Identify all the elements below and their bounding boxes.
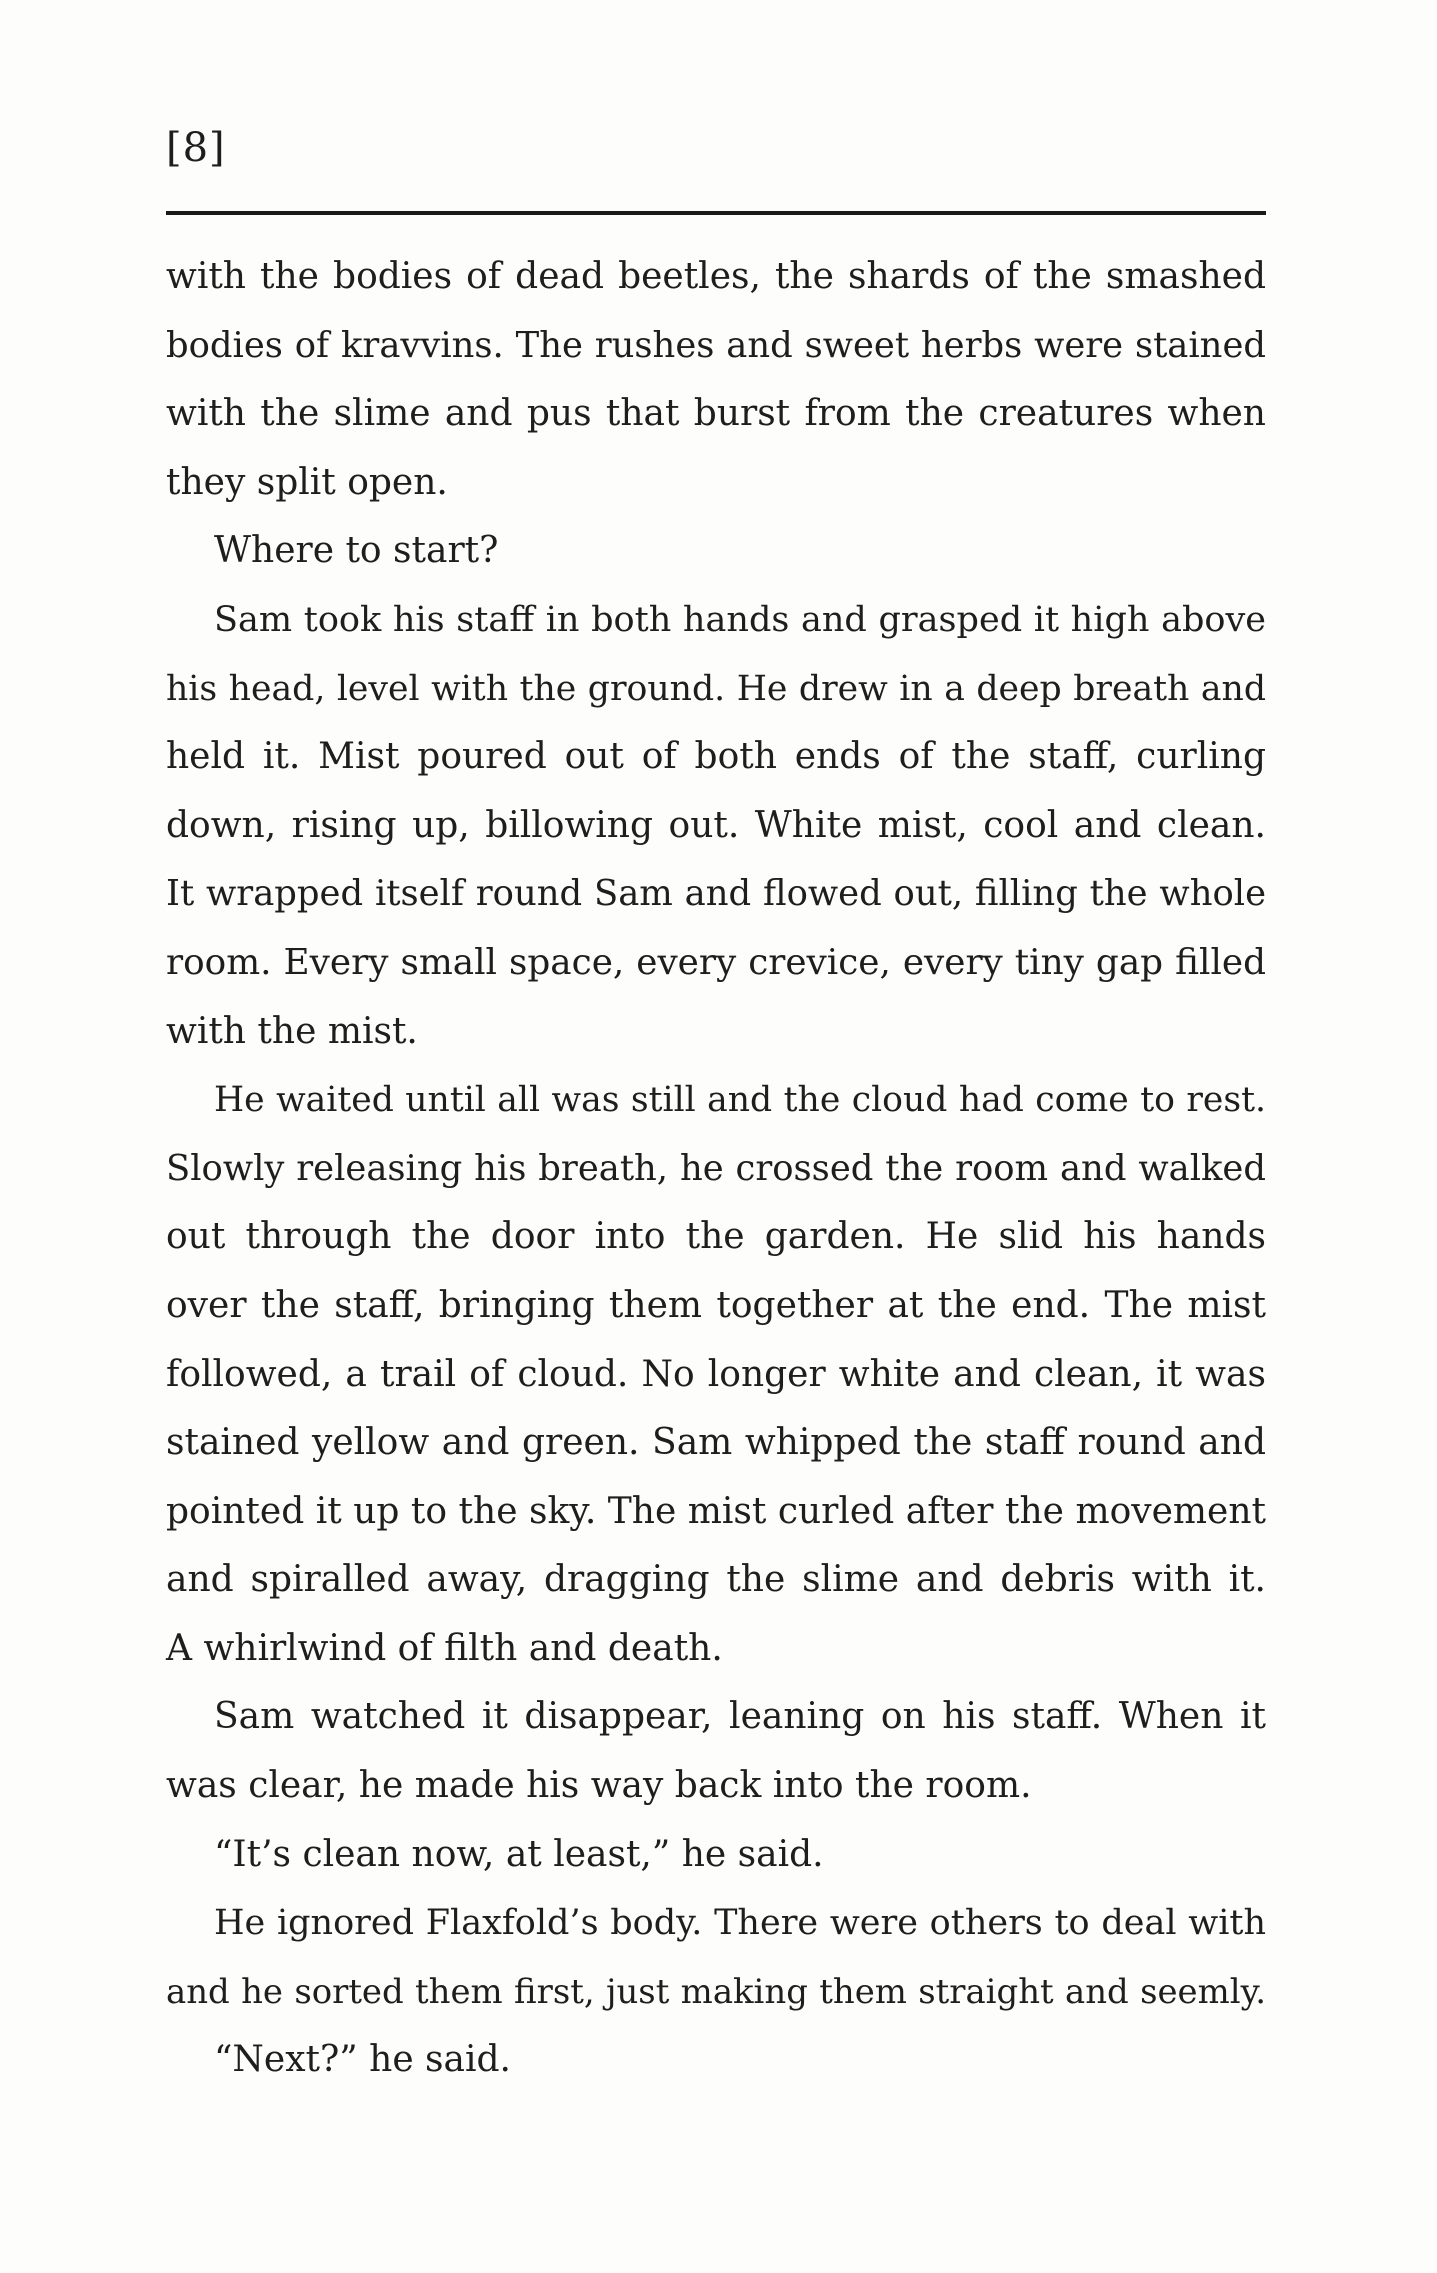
body-text (166, 243, 1266, 2095)
page-number: [8] (166, 125, 226, 171)
text-line: held it. Mist poured out of both ends of the staff, curling (166, 736, 1266, 778)
text-line: Slowly releasing his breath, he crossed the room and walked (166, 1147, 1266, 1189)
text-line: followed, a trail of cloud. No longer white and clean, it was (166, 1353, 1266, 1395)
text-line: with the bodies of dead beetles, the shards of the smashed (166, 256, 1266, 297)
text-line: “Next?” he said. (214, 2039, 511, 2081)
text-line: they split open. (166, 461, 448, 503)
text-line: It wrapped itself round Sam and flowed out, filling the whole (166, 873, 1266, 915)
text-line: He ignored Flaxfold’s body. There were others to deal with (214, 1903, 1266, 1944)
text-line: A whirlwind of filth and death. (166, 1627, 723, 1669)
text-line: Sam took his staff in both hands and grasped it high above (214, 598, 1266, 640)
text-line: with the mist. (166, 1010, 418, 1052)
text-line: pointed it up to the sky. The mist curled after the movement (166, 1490, 1266, 1532)
text-line: and spiralled away, dragging the slime and debris with it. (166, 1559, 1266, 1601)
text-line: stained yellow and green. Sam whipped the staff round and (166, 1422, 1266, 1464)
text-line: his head, level with the ground. He drew in a deep breath and (166, 668, 1266, 709)
text-line: Where to start? (214, 530, 499, 572)
text-line: with the slime and pus that burst from the creatures when (166, 393, 1266, 435)
header-rule (166, 211, 1266, 215)
text-line: “It’s clean now, at least,” he said. (214, 1833, 824, 1875)
text-line: was clear, he made his way back into the room. (166, 1765, 1032, 1807)
text-line: out through the door into the garden. He slid his hands (166, 1216, 1266, 1258)
text-line: over the staff, bringing them together at the end. The mist (166, 1284, 1266, 1326)
text-line: down, rising up, billowing out. White mist, cool and clean. (166, 804, 1266, 846)
text-line: and he sorted them first, just making them straight and seemly. (166, 1971, 1266, 2011)
text-line: bodies of kravvins. The rushes and sweet herbs were stained (166, 324, 1266, 366)
text-line: He waited until all was still and the cloud had come to rest. (214, 1080, 1266, 1121)
text-line: Sam watched it disappear, leaning on his staff. When it (214, 1696, 1266, 1738)
text-line: room. Every small space, every crevice, every tiny gap filled (166, 941, 1266, 983)
